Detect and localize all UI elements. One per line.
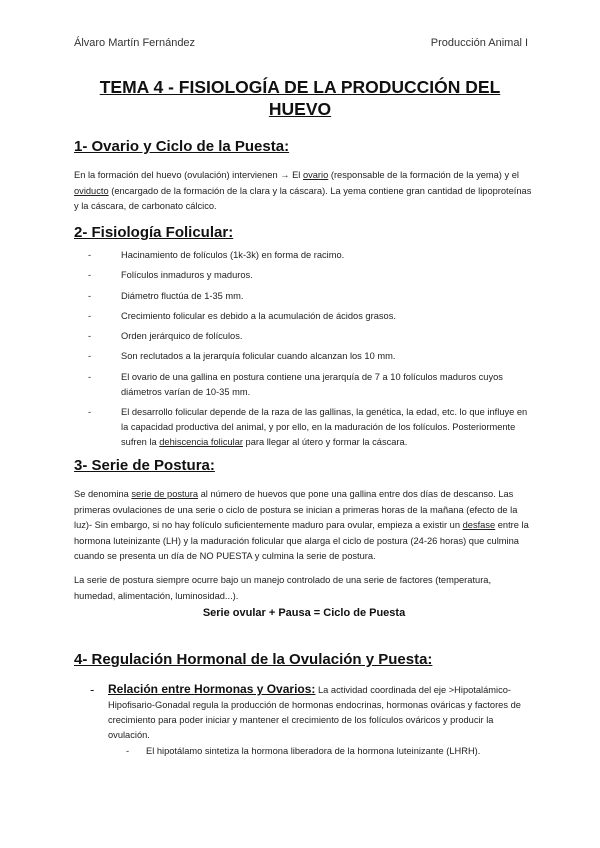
list-item-text: Son reclutados a la jerarquía folicular cuando alcanzan los 10 mm. <box>121 351 396 362</box>
list-item <box>74 268 534 283</box>
text-run: (responsable de la formación de la yema) y el <box>328 170 519 180</box>
list-item <box>74 248 534 263</box>
bullet-dash: - <box>88 331 92 342</box>
bullet-dash: - <box>88 250 92 260</box>
list-item-text: Folículos inmaduros y maduros. <box>121 270 253 281</box>
term-desfase: desfase <box>462 520 496 530</box>
bullet-dash: - <box>90 682 95 697</box>
header-course: Producción Animal I <box>430 37 528 49</box>
term-serie-de-postura: serie de postura <box>131 489 199 499</box>
section-1-paragraph <box>74 168 534 215</box>
bullet-dash: - <box>126 746 130 756</box>
subsection-hormonas-ovarios <box>86 682 534 743</box>
list-item <box>74 405 534 450</box>
list-item-text: Hacinamiento de folículos (1k-3k) en forma de racimo. <box>121 250 345 260</box>
section-3-paragraph-1 <box>74 487 534 565</box>
text-run: En la formación del huevo (ovulación) intervienen → El <box>74 170 303 180</box>
text-run: Se denomina <box>74 489 132 499</box>
formula: Serie ovular + Pausa = Ciclo de Puesta <box>202 607 406 619</box>
list-item <box>74 329 534 344</box>
list-item <box>74 370 534 400</box>
list-item-text: para llegar al útero y formar la cáscara. <box>242 437 408 448</box>
header-author: Álvaro Martín Fernández <box>74 37 196 49</box>
subsubsection-item <box>126 744 534 759</box>
title-line-2: HUEVO <box>268 99 332 119</box>
list-item <box>74 309 534 324</box>
term-dehiscencia: dehiscencia folicular <box>159 437 243 448</box>
follicular-list <box>74 248 534 455</box>
text-run: al número de huevos que pone una gallina entre dos días de descanso. Las primeras ovulaciones de una serie o ciclo de postura se inician a primeras horas de la mañana (efecto de la luz)- Sin embargo, si no hay folículo suficientemente maduro para ovular, empieza a existir un <box>74 489 518 530</box>
list-item <box>74 289 534 304</box>
bullet-dash: - <box>88 407 92 418</box>
section-3-paragraph-2: La serie de postura siempre ocurre bajo un manejo controlado de una serie de factores (temperatura, humedad, alimentación, luminosidad...). <box>74 575 492 601</box>
bullet-dash: - <box>88 371 92 382</box>
list-item-text: Diámetro fluctúa de 1-35 mm. <box>121 290 244 301</box>
list-item <box>74 349 534 364</box>
list-item-text: El desarrollo folicular depende de la raza de las gallinas, la genética, la edad, etc. lo que influye en la capacidad productiva del animal, y por ello, en la maduración de los folículos. Posteriormente sufren la <box>121 407 528 448</box>
bullet-dash: - <box>88 290 92 301</box>
bullet-dash: - <box>88 310 92 321</box>
text-run: (encargado de la formación de la clara y la cáscara). La yema contiene gran cantidad de lipoproteínas y la cáscara, de carbonato cálcico. <box>74 185 532 211</box>
list-item-text: Crecimiento folicular es debido a la acumulación de ácidos grasos. <box>121 310 396 321</box>
title-line-1: TEMA 4 - FISIOLOGÍA DE LA PRODUCCIÓN DEL <box>99 77 501 97</box>
bullet-dash: - <box>88 270 92 281</box>
section-2-heading: 2- Fisiología Folicular: <box>74 224 234 241</box>
page-title <box>80 76 520 120</box>
subsection-text: La actividad coordinada del eje >Hipotalámico-Hipofisario-Gonadal regula la producción de hormonas endocrinas, hormonas ováricas y factores de crecimiento para poder iniciar y mantener el crecimiento de los folículos ováricos y producir la ovulación. <box>108 685 521 740</box>
text-run: entre la hormona luteinizante (LH) y la maduración folicular que alarga el ciclo de postura (24-26 horas) que culmina cuando se presenta un día de NO PUESTA y culmina la serie de postura. <box>74 520 529 561</box>
section-1-heading: 1- Ovario y Ciclo de la Puesta: <box>74 138 290 155</box>
subsection-label: Relación entre Hormonas y Ovarios: <box>108 682 316 696</box>
term-oviducto: oviducto <box>74 185 109 196</box>
bullet-dash: - <box>88 351 92 362</box>
section-3-heading: 3- Serie de Postura: <box>74 457 215 474</box>
list-item-text: El ovario de una gallina en postura contiene una jerarquía de 7 a 10 folículos maduros cuyos diámetros varían de 10-35 mm. <box>121 371 503 397</box>
term-ovario: ovario <box>302 170 329 180</box>
section-4-heading: 4- Regulación Hormonal de la Ovulación y Puesta: <box>74 651 433 668</box>
subsubsection-text: El hipotálamo sintetiza la hormona liberadora de la hormona luteinizante (LHRH). <box>146 746 481 756</box>
list-item-text: Orden jerárquico de folículos. <box>121 331 243 342</box>
